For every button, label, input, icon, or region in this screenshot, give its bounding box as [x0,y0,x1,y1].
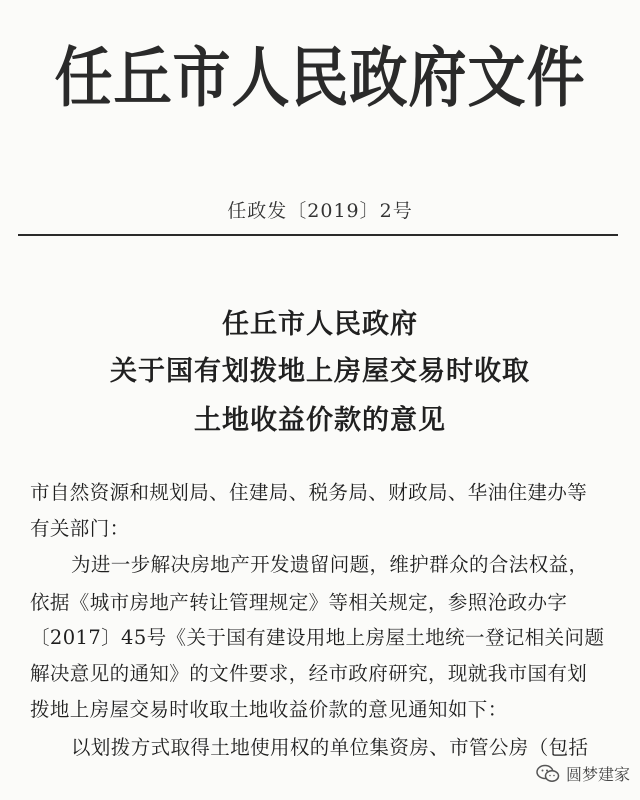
body-line: 依据《城市房地产转让管理规定》等相关规定，参照沧政办字 [30,591,568,614]
document-title-line-1: 任丘市人民政府 [222,309,418,340]
watermark-text: 圆梦建家 [565,765,630,784]
body-line: 为进一步解决房地产开发遗留问题，维护群众的合法权益， [71,553,589,576]
wechat-watermark [536,762,630,785]
body-line: 〔2017〕45号《关于国有建设用地上房屋土地统一登记相关问题 [30,626,605,649]
document-number: 任政发〔2019〕2号 [227,200,413,222]
document-title-line-3: 土地收益价款的意见 [194,405,446,436]
body-line: 有关部门： [30,517,130,540]
body-line: 拨地上房屋交易时收取土地收益价款的意见通知如下： [30,698,508,721]
header-divider [18,234,618,236]
body-line: 市自然资源和规划局、住建局、税务局、财政局、华油住建办等 [30,481,588,504]
document-title-line-2: 关于国有划拨地上房屋交易时收取 [110,356,530,387]
wechat-icon [536,764,560,784]
document-header-title: 任丘市人民政府文件 [54,39,586,116]
body-line: 解决意见的通知》的文件要求，经市政府研究，现就我市国有划 [30,662,588,685]
body-line: 以划拨方式取得土地使用权的单位集资房、市管公房（包括 [71,736,589,759]
